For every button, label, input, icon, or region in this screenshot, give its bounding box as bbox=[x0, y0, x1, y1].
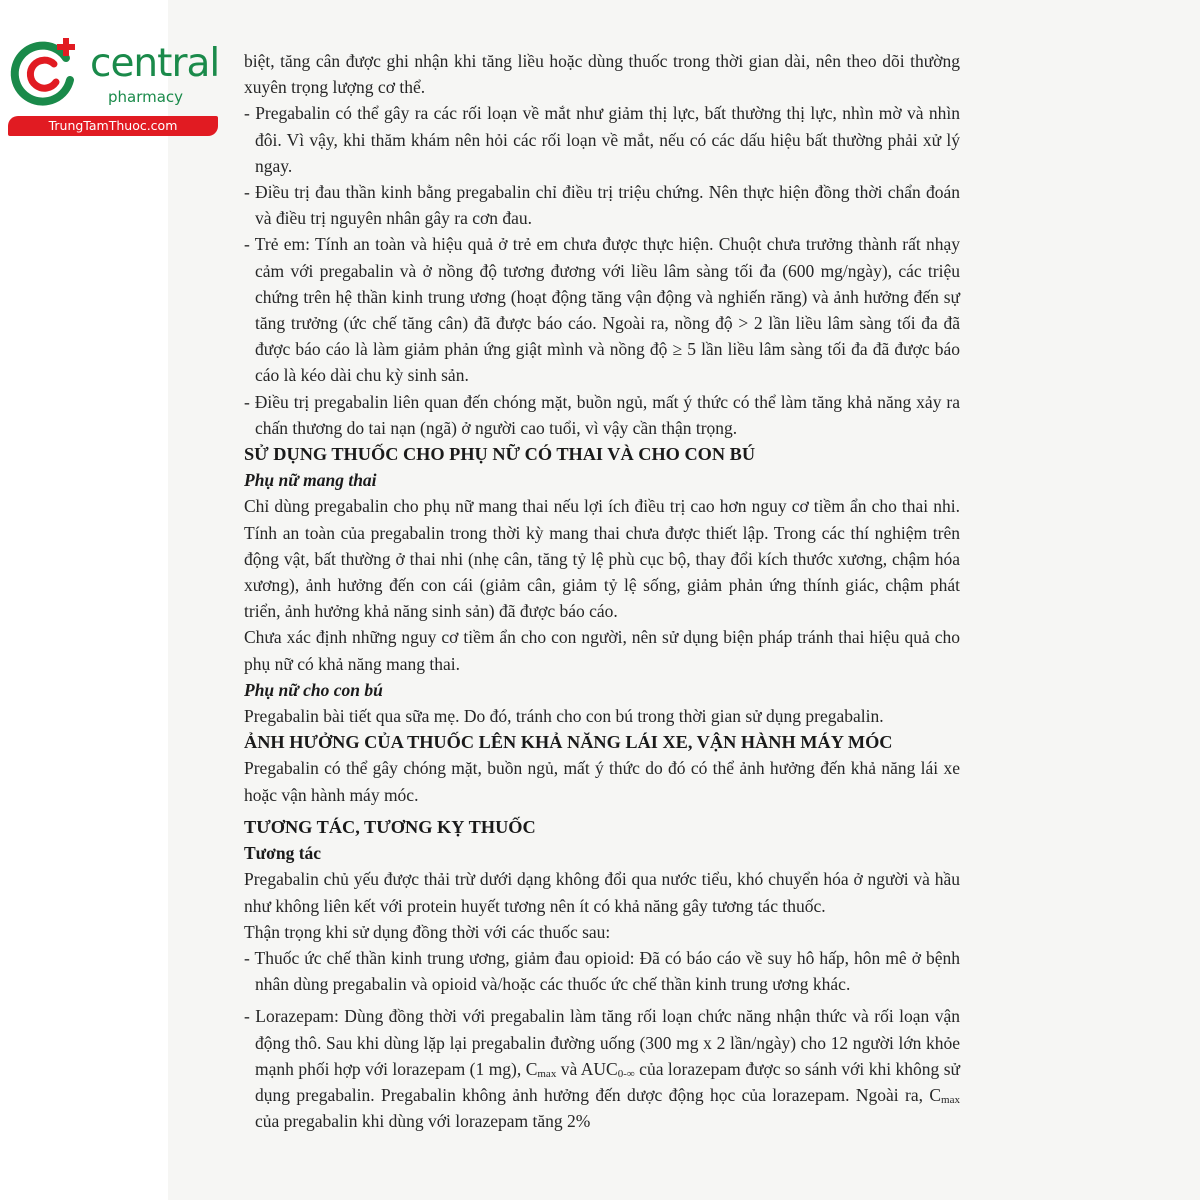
bullet-neuropathic-pain: - Điều trị đau thần kinh bằng pregabalin chỉ điều trị triệu chứng. Nên thực hiện đồng thời chẩn đoán và điều trị nguyên nhân gây ra cơn đau. bbox=[244, 182, 960, 229]
document-body bbox=[244, 48, 960, 1134]
paragraph-driving: Pregabalin có thể gây chóng mặt, buồn ngủ, mất ý thức do đó có thể ảnh hưởng đến khả năng lái xe hoặc vận hành máy móc. bbox=[244, 758, 960, 805]
logo-url-banner: TrungTamThuoc.com bbox=[8, 116, 218, 136]
logo-name: central bbox=[90, 41, 220, 86]
bullet-elderly: - Điều trị pregabalin liên quan đến chóng mặt, buồn ngủ, mất ý thức có thể làm tăng khả năng xảy ra chấn thương do tai nạn (ngã) ở người cao tuổi, vì vậy cần thận trọng. bbox=[244, 391, 960, 438]
paragraph-weight-gain: biệt, tăng cân được ghi nhận khi tăng liều hoặc dùng thuốc trong thời gian dài, nên theo dõi thường xuyên trọng lượng cơ thể. bbox=[244, 51, 960, 98]
auc-subscript: 0-∞ bbox=[617, 1067, 635, 1080]
subheading-lactation: Phụ nữ cho con bú bbox=[244, 679, 383, 700]
central-logo-icon bbox=[8, 36, 82, 110]
lorazepam-text-b: và AUC bbox=[556, 1058, 618, 1079]
subheading-interactions: Tương tác bbox=[244, 843, 322, 864]
pharmacy-logo[interactable] bbox=[8, 36, 218, 136]
subheading-pregnancy: Phụ nữ mang thai bbox=[244, 470, 377, 491]
heading-driving: ẢNH HƯỞNG CỦA THUỐC LÊN KHẢ NĂNG LÁI XE, VẬN HÀNH MÁY MÓC bbox=[244, 732, 893, 753]
lorazepam-text-a: - Lorazepam: Dùng đồng thời với pregabalin làm tăng rối loạn chức năng nhận thức và rối loạn vận động thô. Sau khi dùng lặp lại pregabalin đường uống (300 mg x 2 lần/ngày) cho 12 người lớn khỏe mạnh phối hợp với lorazepam (1 mg), C bbox=[244, 1006, 960, 1079]
bullet-cns-depressants: - Thuốc ức chế thần kinh trung ương, giảm đau opioid: Đã có báo cáo về suy hô hấp, hôn mê ở bệnh nhân dùng pregabalin và opioid và/hoặc các thuốc ức chế thần kinh trung ương khác. bbox=[244, 947, 960, 995]
bullet-eye-disorders: - Pregabalin có thể gây ra các rối loạn về mắt như giảm thị lực, bất thường thị lực, nhìn mờ và nhìn đôi. Vì vậy, khi thăm khám nên hỏi các rối loạn về mắt, nếu có các dấu hiệu bất thường phải xử lý ngay. bbox=[244, 103, 960, 176]
paragraph-lactation: Pregabalin bài tiết qua sữa mẹ. Do đó, tránh cho con bú trong thời gian sử dụng pregabalin. bbox=[244, 706, 884, 727]
cmax-subscript-2: max bbox=[941, 1093, 960, 1106]
logo-subtitle: pharmacy bbox=[108, 88, 184, 106]
paragraph-contraception: Chưa xác định những nguy cơ tiềm ẩn cho con người, nên sử dụng biện pháp tránh thai hiệu quả cho phụ nữ có khả năng mang thai. bbox=[244, 627, 960, 674]
lorazepam-text-c: của lorazepam được so sánh với khi không sử dụng pregabalin. Pregabalin không ảnh hưởng đến dược động học của lorazepam. Ngoài ra, C bbox=[255, 1058, 961, 1105]
lorazepam-text-d: của pregabalin khi dùng với lorazepam tăng 2% bbox=[255, 1111, 591, 1132]
heading-interactions: TƯƠNG TÁC, TƯƠNG KỴ THUỐC bbox=[244, 816, 536, 837]
paragraph-caution: Thận trọng khi sử dụng đồng thời với các thuốc sau: bbox=[244, 921, 611, 942]
paragraph-elimination: Pregabalin chủ yếu được thải trừ dưới dạng không đổi qua nước tiểu, khó chuyển hóa ở người và hầu như không liên kết với protein huyết tương nên ít có khả năng gây tương tác thuốc. bbox=[244, 869, 960, 916]
bullet-lorazepam bbox=[244, 1003, 960, 1134]
heading-pregnancy-lactation: SỬ DỤNG THUỐC CHO PHỤ NỮ CÓ THAI VÀ CHO CON BÚ bbox=[244, 444, 756, 465]
paragraph-pregnancy: Chỉ dùng pregabalin cho phụ nữ mang thai nếu lợi ích điều trị cao hơn nguy cơ tiềm ẩn cho thai nhi. Tính an toàn của pregabalin trong thời kỳ mang thai chưa được thiết lập. Trong các thí nghiệm trên động vật, bất thường ở thai nhi (nhẹ cân, tăng tỷ lệ phù cục bộ, thay đổi kích thước xương, chậm hóa xương), ảnh hưởng đến con cái (giảm cân, giảm tỷ lệ sống, giảm phản ứng thính giác, chậm phát triển, ảnh hưởng khả năng sinh sản) đã được báo cáo. bbox=[244, 496, 960, 622]
bullet-children: - Trẻ em: Tính an toàn và hiệu quả ở trẻ em chưa được thực hiện. Chuột chưa trưởng thành rất nhạy cảm với pregabalin và ở nồng độ tương đương với liều lâm sàng tối đa (600 mg/ngày), các triệu chứng trên hệ thần kinh trung ương (hoạt động tăng vận động và nghiến răng) và ảnh hưởng đến sự tăng trưởng (ức chế tăng cân) đã được báo cáo. Ngoài ra, nồng độ > 2 lần liều lâm sàng tối đa đã được báo cáo là làm giảm phản ứng giật mình và nồng độ ≥ 5 lần liều lâm sàng tối đa đã được báo cáo là kéo dài chu kỳ sinh sản. bbox=[244, 234, 960, 386]
logo-row bbox=[8, 36, 218, 108]
cmax-subscript: max bbox=[537, 1067, 557, 1080]
